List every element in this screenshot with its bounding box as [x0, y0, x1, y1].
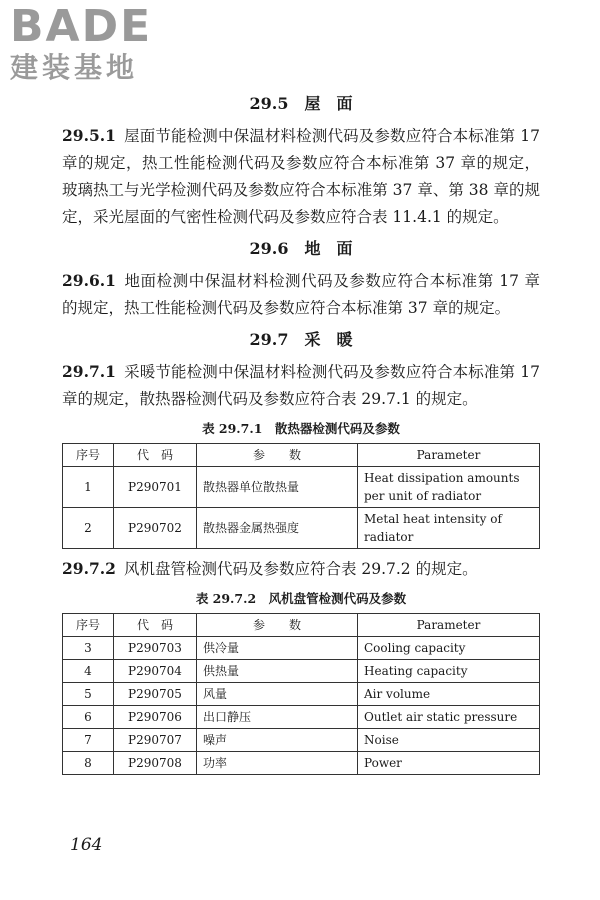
clause-29-7-1	[62, 358, 540, 413]
page-number: 164	[70, 835, 103, 855]
table-row	[63, 752, 540, 775]
bade-logo	[10, 1, 180, 84]
cell-param-cn: 供热量	[197, 660, 358, 683]
table-29-7-1-caption: 表 29.7.1 散热器检测代码及参数	[202, 421, 400, 436]
cell-param-cn: 散热器单位散热量	[197, 467, 358, 508]
table-header-row	[63, 614, 540, 637]
clause-text: 地面检测中保温材料检测代码及参数应符合本标准第 17 章的规定，热工性能检测代码及参数应符合本标准第 37 章的规定。	[62, 272, 540, 317]
cell-param-cn: 功率	[197, 752, 358, 775]
section-title-29-7: 29.7 采 暖	[249, 330, 353, 349]
clause-29-6-1	[62, 267, 540, 322]
cell-seq: 4	[63, 660, 114, 683]
header-param-en: Parameter	[358, 444, 540, 467]
logo-text-cn: 建装基地	[10, 51, 139, 84]
cell-code: P290705	[114, 683, 197, 706]
table-29-7-2-caption: 表 29.7.2 风机盘管检测代码及参数	[195, 591, 407, 606]
header-param-en: Parameter	[358, 614, 540, 637]
table-row	[63, 660, 540, 683]
cell-code: P290707	[114, 729, 197, 752]
cell-param-en: Metal heat intensity of radiator	[358, 508, 540, 549]
cell-param-en: Heat dissipation amounts per unit of radiator	[358, 467, 540, 508]
header-code: 代 码	[114, 444, 197, 467]
header-param-cn: 参 数	[197, 444, 358, 467]
section-title-29-6: 29.6 地 面	[249, 239, 353, 258]
clause-text: 风机盘管检测代码及参数应符合表 29.7.2 的规定。	[123, 560, 478, 578]
cell-param-en: Power	[358, 752, 540, 775]
cell-param-en: Outlet air static pressure	[358, 706, 540, 729]
cell-seq: 5	[63, 683, 114, 706]
logo-text-en: BADE	[10, 1, 153, 52]
cell-param-en: Air volume	[358, 683, 540, 706]
cell-code: P290708	[114, 752, 197, 775]
clause-number: 29.6.1	[62, 271, 116, 290]
clause-text: 屋面节能检测中保温材料检测代码及参数应符合本标准第 17 章的规定，热工性能检测代码及参数应符合本标准第 37 章的规定，玻璃热工与光学检测代码及参数应符合本标准第 37 章、第 38 章的规定，采光屋面的气密性检测代码及参数应符合表 11.4.1 的规定。	[62, 127, 540, 226]
header-param-cn: 参 数	[197, 614, 358, 637]
cell-seq: 1	[63, 467, 114, 508]
clause-29-7-2	[62, 555, 540, 583]
table-header-row	[63, 444, 540, 467]
cell-param-en: Noise	[358, 729, 540, 752]
table-row	[63, 467, 540, 508]
table-row	[63, 637, 540, 660]
cell-seq: 7	[63, 729, 114, 752]
table-row	[63, 683, 540, 706]
header-code: 代 码	[114, 614, 197, 637]
table-row	[63, 508, 540, 549]
cell-seq: 6	[63, 706, 114, 729]
cell-code: P290702	[114, 508, 197, 549]
clause-29-5-1	[62, 122, 540, 231]
cell-code: P290704	[114, 660, 197, 683]
clause-number: 29.7.2	[62, 559, 116, 578]
cell-param-en: Cooling capacity	[358, 637, 540, 660]
header-seq: 序号	[63, 614, 114, 637]
cell-seq: 3	[63, 637, 114, 660]
clause-number: 29.5.1	[62, 126, 116, 145]
clause-text: 采暖节能检测中保温材料检测代码及参数应符合本标准第 17 章的规定，散热器检测代码及参数应符合表 29.7.1 的规定。	[62, 363, 540, 408]
cell-code: P290703	[114, 637, 197, 660]
cell-param-cn: 风量	[197, 683, 358, 706]
cell-param-cn: 噪声	[197, 729, 358, 752]
table-row	[63, 729, 540, 752]
cell-seq: 8	[63, 752, 114, 775]
cell-param-cn: 出口静压	[197, 706, 358, 729]
clause-number: 29.7.1	[62, 362, 116, 381]
table-29-7-1	[62, 443, 540, 549]
document-body	[62, 88, 540, 781]
cell-code: P290706	[114, 706, 197, 729]
cell-param-cn: 散热器金属热强度	[197, 508, 358, 549]
cell-param-en: Heating capacity	[358, 660, 540, 683]
header-seq: 序号	[63, 444, 114, 467]
cell-seq: 2	[63, 508, 114, 549]
table-row	[63, 706, 540, 729]
cell-param-cn: 供冷量	[197, 637, 358, 660]
table-29-7-2	[62, 613, 540, 775]
cell-code: P290701	[114, 467, 197, 508]
section-title-29-5: 29.5 屋 面	[249, 94, 353, 113]
